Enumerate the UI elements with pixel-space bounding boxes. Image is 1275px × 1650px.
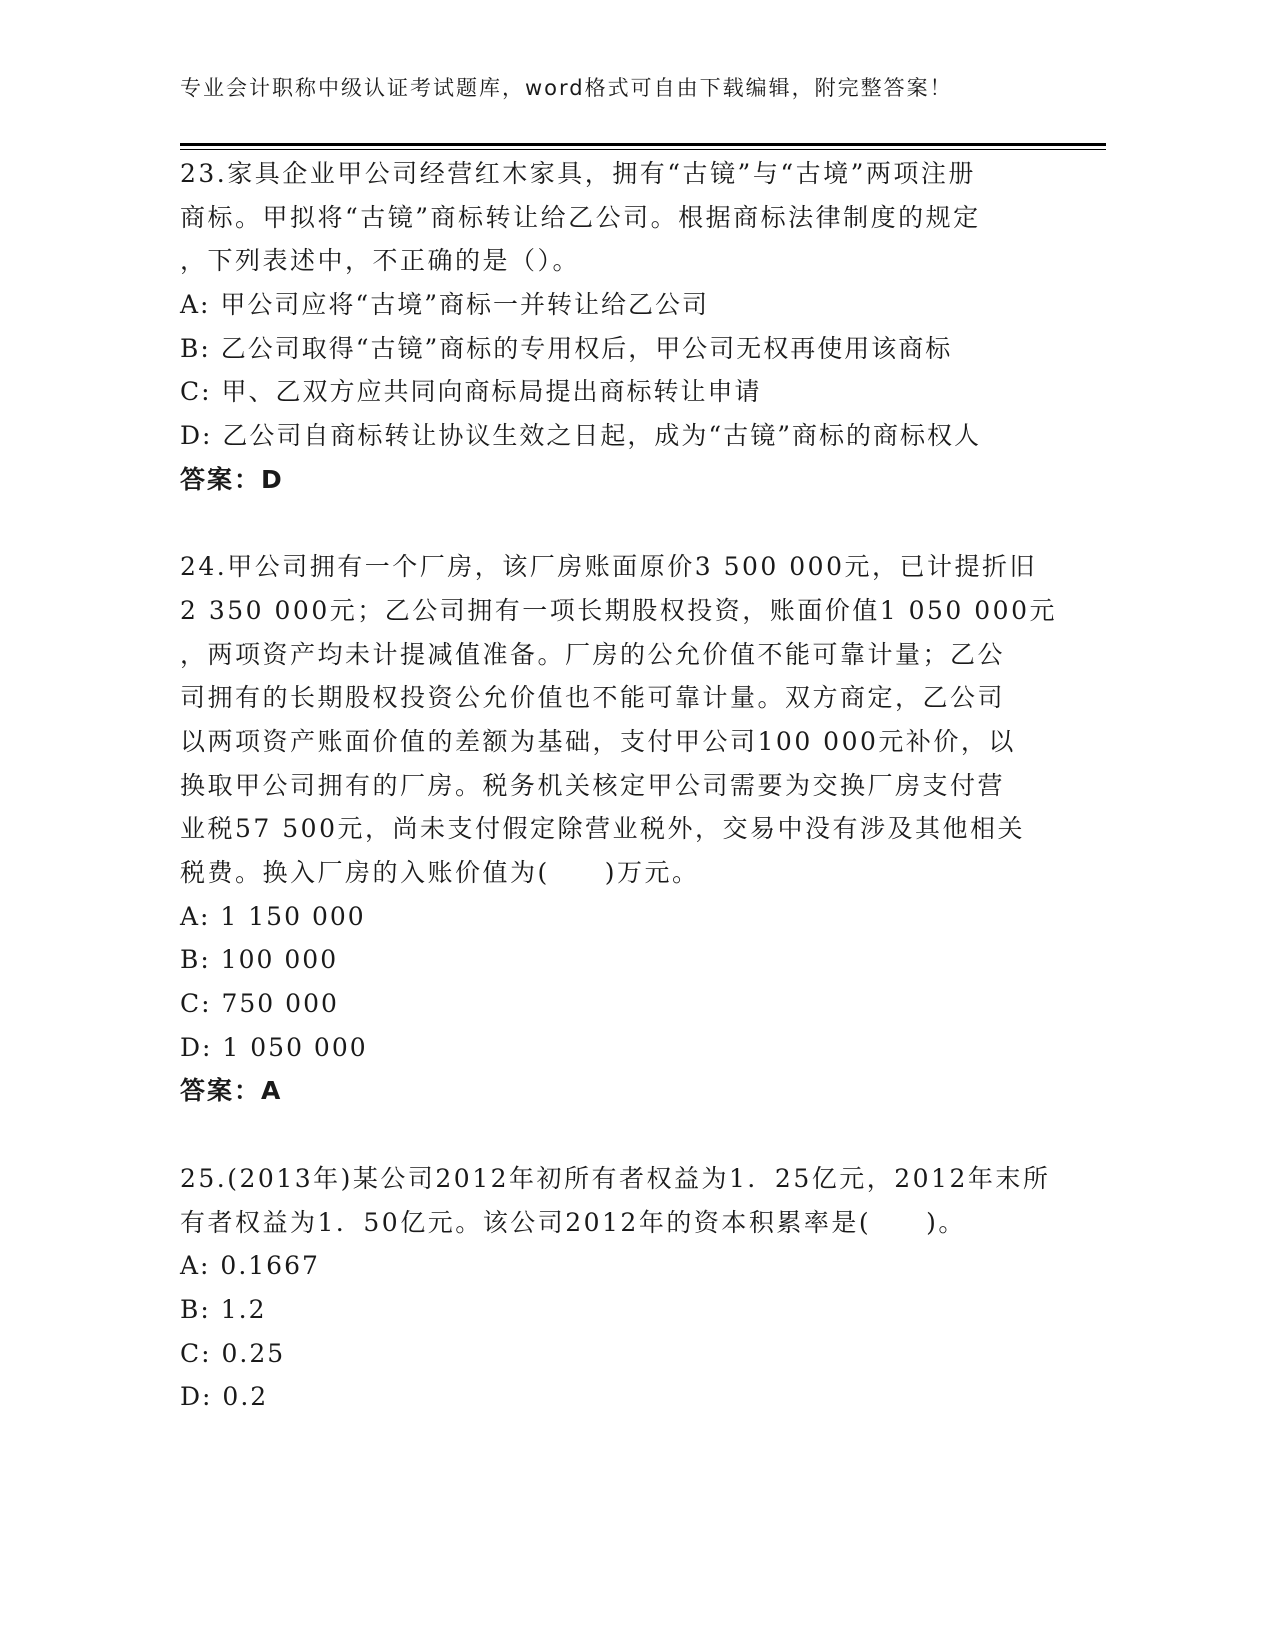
question-spacer	[180, 502, 1060, 546]
option-c: C: 0.25	[180, 1338, 286, 1368]
question-25	[180, 1157, 1060, 1419]
question-text-line: 以两项资产账面价值的差额为基础，支付甲公司100 000元补价，以	[180, 726, 1016, 756]
question-24	[180, 545, 1060, 1113]
question-text-line: 司拥有的长期股权投资公允价值也不能可靠计量。双方商定，乙公司	[180, 683, 1006, 713]
question-text-line: 24.甲公司拥有一个厂房，该厂房账面原价3 500 000元，已计提折旧	[180, 552, 1037, 582]
question-text-line: 商标。甲拟将“古镜”商标转让给乙公司。根据商标法律制度的规定	[180, 202, 981, 232]
option-c: C: 750 000	[180, 989, 339, 1019]
question-text-line: 税费。换入厂房的入账价值为( )万元。	[180, 858, 700, 887]
option-d: D: 乙公司自商标转让协议生效之日起，成为“古镜”商标的商标权人	[180, 421, 981, 451]
question-spacer	[180, 1113, 1060, 1157]
option-b: B: 1.2	[180, 1294, 267, 1324]
question-23	[180, 152, 1060, 502]
question-text-line: ，两项资产均未计提减值准备。厂房的公允价值不能可靠计量；乙公	[180, 639, 1006, 669]
question-text-line: 业税57 500元，尚未支付假定除营业税外，交易中没有涉及其他相关	[180, 814, 1025, 844]
question-text-line: ，下列表述中，不正确的是（）。	[180, 246, 581, 276]
option-c: C: 甲、乙双方应共同向商标局提出商标转让申请	[180, 377, 762, 407]
option-a: A: 甲公司应将“古境”商标一并转让给乙公司	[180, 290, 709, 320]
question-text-line: 23.家具企业甲公司经营红木家具，拥有“古镜”与“古境”两项注册	[180, 159, 976, 188]
question-text-line: 25.(2013年)某公司2012年初所有者权益为1．25亿元，2012年末所	[180, 1163, 1051, 1193]
document-body	[180, 152, 1060, 1419]
option-d: D: 1 050 000	[180, 1032, 368, 1062]
header-divider-thick	[180, 143, 1106, 146]
answer-label: 答案：D	[180, 464, 284, 494]
question-text-line: 有者权益为1．50亿元。该公司2012年的资本积累率是( )。	[180, 1207, 966, 1237]
header-divider-thin	[180, 149, 1106, 150]
page-header: 专业会计职称中级认证考试题库，word格式可自由下载编辑，附完整答案！	[180, 76, 953, 100]
question-text-line: 换取甲公司拥有的厂房。税务机关核定甲公司需要为交换厂房支付营	[180, 770, 1006, 800]
answer-label: 答案：A	[180, 1076, 283, 1106]
question-text-line: 2 350 000元；乙公司拥有一项长期股权投资，账面价值1 050 000元	[180, 595, 1057, 625]
option-d: D: 0.2	[180, 1382, 269, 1412]
option-a: A: 1 150 000	[180, 901, 366, 931]
option-a: A: 0.1667	[180, 1251, 320, 1281]
option-b: B: 100 000	[180, 945, 339, 975]
option-b: B: 乙公司取得“古镜”商标的专用权后，甲公司无权再使用该商标	[180, 333, 953, 363]
